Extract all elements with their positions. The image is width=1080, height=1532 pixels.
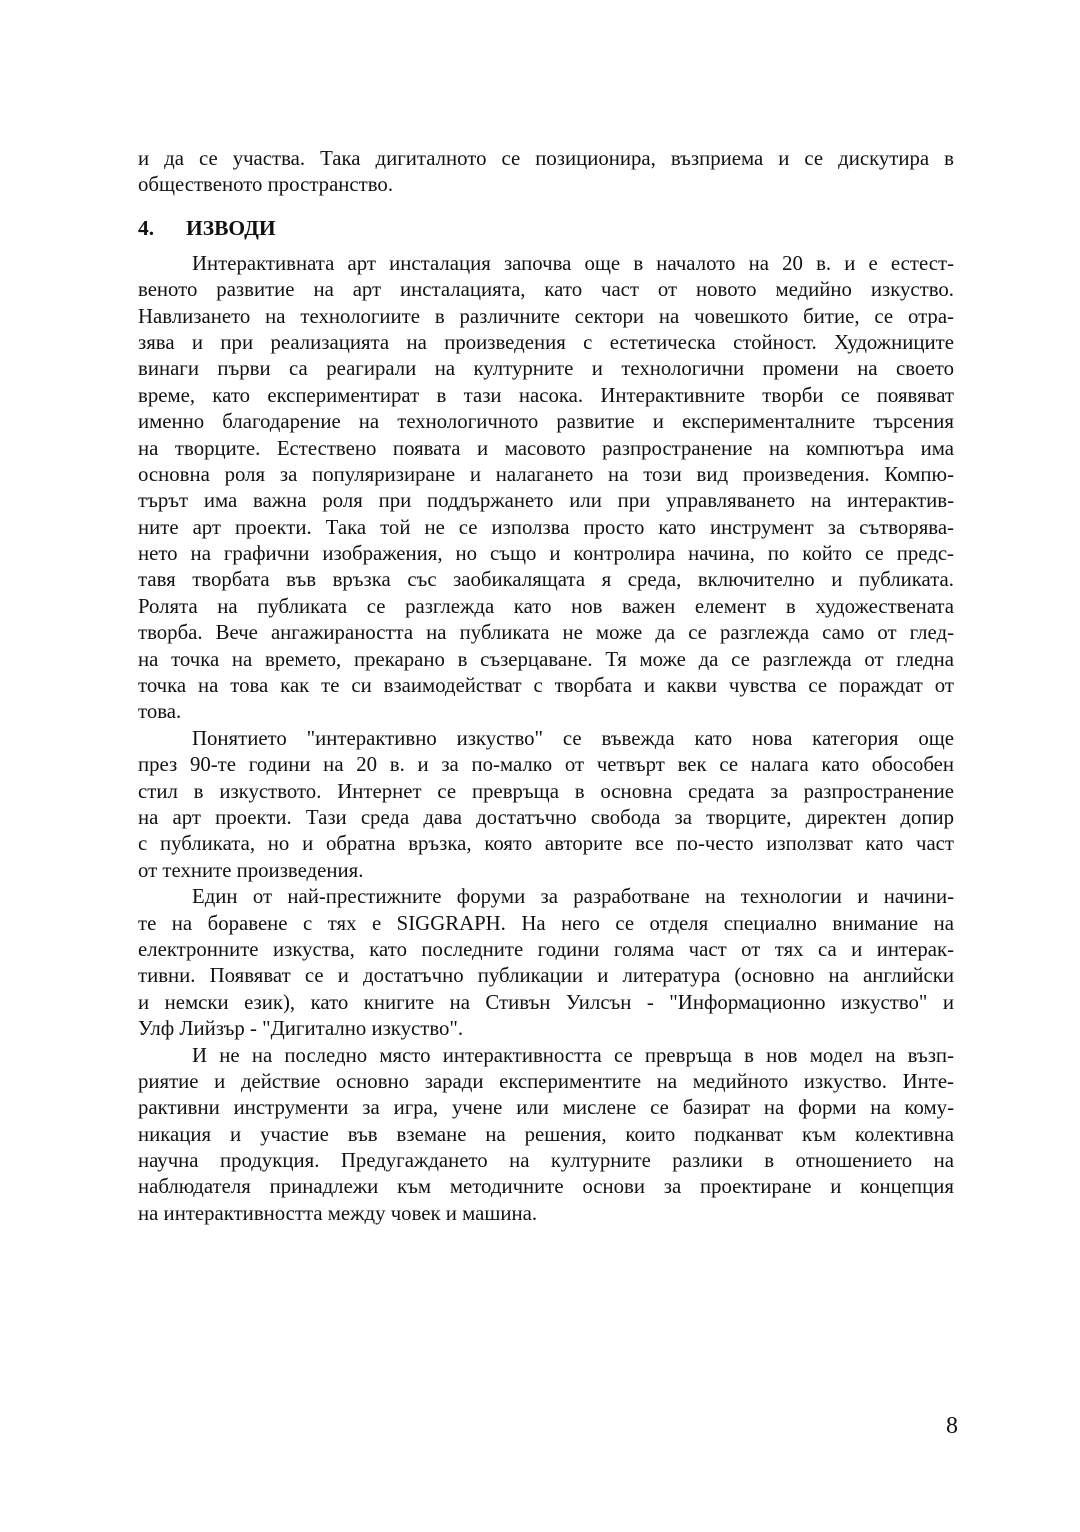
text-line: и немски език), като книгите на Стивън Уилсън - "Информационно изкуство" и — [138, 990, 954, 1014]
text-line: Интерактивната арт инсталация започва още в началото на 20 в. и е естест- — [192, 251, 954, 275]
text-line: зява и при реализацията на произведения с естетическа стойност. Художниците — [138, 330, 954, 354]
text-line: с публиката, но и обратна връзка, която авторите все по-често използват като част — [138, 832, 954, 856]
text-line: наблюдателя принадлежи към методичните основи за проектиране и концепция — [138, 1175, 954, 1199]
text-line: и да се участва. Така дигиталното се позиционира, възприема и се дискутира в — [138, 147, 954, 170]
text-line: именно благодарение на технологичното развитие и експерименталните търсения — [138, 410, 954, 434]
text-line: никация и участие във вземане на решения, които подканват към колективна — [138, 1122, 954, 1146]
text-line: на точка на времето, прекарано в съзерцаване. Тя може да се разглежда от гледна — [138, 647, 954, 671]
text-line: винаги първи са реагирали на културните и технологични промени на своето — [138, 357, 954, 381]
page-number: 8 — [946, 1413, 958, 1439]
text-line: на интерактивността между човек и машина. — [138, 1201, 538, 1225]
text-line: Понятието "интерактивно изкуство" се въвежда като нова категория още — [192, 726, 954, 750]
text-line: през 90-те години на 20 в. и за по-малко от четвърт век се налага като обособен — [138, 753, 954, 777]
text-line: риятие и действие основно заради експериментите на медийното изкуство. Инте- — [138, 1069, 954, 1093]
section-number: 4. — [138, 215, 155, 240]
text-line: ните арт проекти. Така той не се използва просто като инструмент за сътворява- — [138, 515, 954, 539]
text-line: тивни. Появяват се и достатъчно публикации и литература (основно на английски — [138, 964, 954, 988]
text-line: И не на последно място интерактивността се превръща в нов модел на възп- — [192, 1043, 954, 1067]
page-body — [138, 146, 954, 1227]
text-line: на арт проекти. Тази среда дава достатъчно свобода за творците, директен допир — [138, 805, 954, 829]
text-line: стил в изкуството. Интернет се превръща в основна средата за разпространение — [138, 779, 954, 803]
text-line: Ролята на публиката се разглежда като нов важен елемент в художествената — [138, 594, 954, 618]
text-line: точка на това как те си взаимодействат с творбата и какви чувства се пораждат от — [138, 674, 954, 698]
text-line: Навлизането на технологиите в различните сектори на човешкото битие, се отра- — [138, 304, 954, 328]
paragraph — [138, 1043, 954, 1228]
text-line: научна продукция. Предугаждането на културните разлики в отношението на — [138, 1149, 954, 1173]
text-line: основна роля за популяризиране и налагането на този вид произведения. Компю- — [138, 462, 954, 486]
text-line: тавя творбата във връзка със заобикалящата я среда, включително и публиката. — [138, 568, 954, 592]
text-line: време, като експериментират в тази насока. Интерактивните творби се появяват — [138, 383, 954, 407]
text-line: творба. Вече ангажираността на публиката не може да се разглежда само от глед- — [138, 621, 954, 645]
text-line: търът има важна роля при поддържането или при управляването на интерактив- — [138, 489, 954, 513]
intro-paragraph — [138, 146, 954, 199]
text-line: това. — [138, 700, 182, 724]
text-line: нето на графични изображения, но също и контролира начина, по който се предс- — [138, 542, 954, 566]
text-line: веното развитие на арт инсталацията, като част от новото медийно изкуство. — [138, 278, 954, 302]
paragraph — [138, 251, 954, 726]
text-line: Улф Лийзър - "Дигитално изкуство". — [138, 1017, 464, 1041]
section-title: ИЗВОДИ — [186, 215, 276, 240]
text-line: електронните изкуства, като последните години голяма част от тях са и интерак- — [138, 937, 954, 961]
text-line: Един от най-престижните форуми за разработване на технологии и начини- — [192, 885, 954, 909]
paragraph — [138, 726, 954, 884]
text-line: от техните произведения. — [138, 858, 364, 882]
section-body — [138, 251, 954, 1227]
text-line: на творците. Естествено появата и масовото разпространение на компютъра има — [138, 436, 954, 460]
paragraph — [138, 884, 954, 1042]
text-line: рактивни инструменти за игра, учене или мислене се базират на форми на кому- — [138, 1096, 954, 1120]
text-line: общественото пространство. — [138, 173, 394, 197]
section-heading — [138, 215, 954, 241]
text-line: те на боравене с тях е SIGGRAPH. На него се отделя специално внимание на — [138, 911, 954, 935]
